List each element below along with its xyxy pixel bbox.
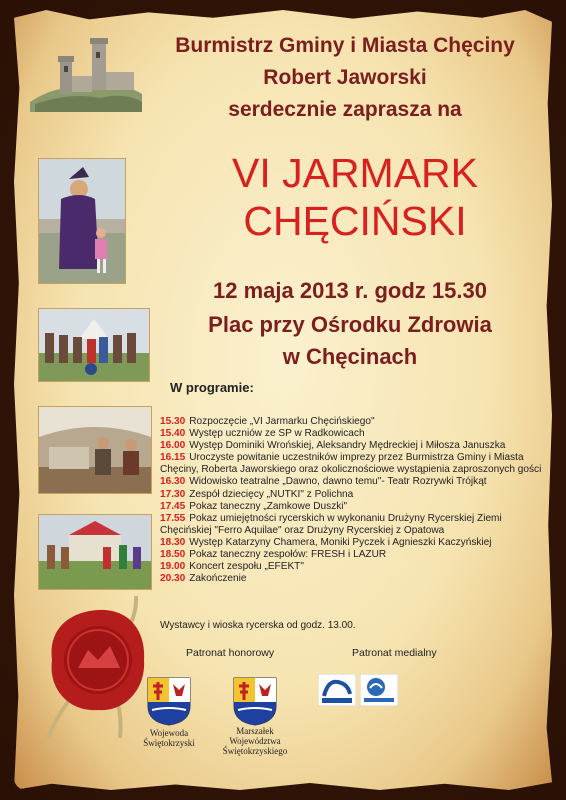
program-item <box>160 561 550 573</box>
marshal-crest-icon <box>232 676 278 726</box>
program-item <box>160 573 550 585</box>
marshal-caption <box>214 726 296 756</box>
program-list <box>160 416 550 585</box>
photo-costumed-figures <box>38 158 126 284</box>
program-item-text: Zakończenie <box>189 573 247 585</box>
voivode-crest-icon <box>146 676 192 726</box>
program-item <box>160 440 550 452</box>
castle-illustration <box>30 32 142 112</box>
event-place-line1: Plac przy Ośrodku Zdrowia <box>208 312 492 337</box>
program-item-time: 20.30 <box>160 573 186 585</box>
marshal-caption-line3: Świętokrzyskiego <box>222 746 288 756</box>
program-item-text: Zespół dziecięcy „NUTKI" z Polichna <box>189 488 354 500</box>
photo-knights-group <box>38 308 150 382</box>
program-item <box>160 489 550 501</box>
event-place-line2: w Chęcinach <box>282 344 418 369</box>
program-heading: W programie: <box>170 380 254 395</box>
invitation-text: serdecznie zaprasza na <box>228 98 462 121</box>
media-patronage-label: Patronat medialny <box>352 647 437 659</box>
program-item-time: 17.45 <box>160 500 186 512</box>
program-item-time: 18.30 <box>160 536 186 548</box>
exhibitors-note: Wystawcy i wioska rycerska od godz. 13.00. <box>160 620 356 631</box>
program-item <box>160 549 550 561</box>
program-item-text: Występ Katarzyny Chamera, Moniki Pyczek i Agnieszki Kaczyńskiej <box>189 536 492 548</box>
voivode-caption-line1: Wojewoda <box>149 728 189 738</box>
event-date: 12 maja 2013 r. godz 15.30 <box>213 278 487 303</box>
marshal-caption-line1: Marszałek <box>236 726 274 736</box>
program-item-time: 19.00 <box>160 561 186 573</box>
voivode-caption <box>130 728 208 748</box>
program-item-time: 16.00 <box>160 440 186 452</box>
program-item <box>160 513 550 537</box>
photo-medieval-tent <box>38 406 152 494</box>
event-title-line2: CHĘCIŃSKI <box>243 198 467 244</box>
program-item-time: 18.50 <box>160 549 186 561</box>
media-logo-2-icon <box>360 674 398 706</box>
program-item-text: Pokaz taneczny „Zamkowe Duszki" <box>189 500 348 512</box>
mayor-name: Robert Jaworski <box>263 66 427 89</box>
program-item <box>160 537 550 549</box>
program-item-time: 16.15 <box>160 452 186 464</box>
program-item <box>160 476 550 488</box>
program-item-time: 15.30 <box>160 416 186 427</box>
program-item <box>160 452 550 476</box>
program-item-text: Uroczyste powitanie uczestników imprezy przez Burmistrza Gminy i Miasta Chęciny, Roberta Jaworskiego oraz okolicznościowe wystąpienia zaproszonych gości <box>160 452 542 476</box>
program-item-time: 16.30 <box>160 476 186 488</box>
program-item <box>160 428 550 440</box>
program-item-text: Pokaz umiejętności rycerskich w wykonaniu Drużyny Rycerskiej Ziemi Chęcińskiej "Ferro Aquilae" oraz Drużyny Rycerskiej z Opatowa <box>160 512 502 536</box>
mayor-title: Burmistrz Gminy i Miasta Chęciny <box>175 34 515 57</box>
photo-knights-show <box>38 514 152 590</box>
program-item-time: 15.40 <box>160 428 186 440</box>
program-item-text: Widowisko teatralne „Dawno, dawno temu"- Teatr Rozrywki Trójkąt <box>189 476 487 488</box>
honorary-patronage-label: Patronat honorowy <box>186 647 275 659</box>
program-item-text: Koncert zespołu „EFEKT" <box>189 561 304 573</box>
media-logo-1-icon <box>318 674 356 706</box>
program-item-text: Pokaz taneczny zespołów: FRESH i LAZUR <box>189 549 387 561</box>
marshal-caption-line2: Województwa <box>229 736 281 746</box>
program-item-time: 17.55 <box>160 512 186 524</box>
event-title-line1: VI JARMARK <box>231 150 479 196</box>
program-item <box>160 416 550 428</box>
voivode-caption-line2: Świętokrzyski <box>143 738 195 748</box>
program-item-time: 17.30 <box>160 488 186 500</box>
program-item-text: Występ Dominiki Wrońskiej, Aleksandry Mędreckiej i Miłosza Januszka <box>189 440 506 452</box>
program-item-text: Występ uczniów ze SP w Radkowicach <box>189 428 365 440</box>
program-item-text: Rozpoczęcie „VI Jarmarku Chęcińskiego" <box>189 416 375 427</box>
program-item <box>160 501 550 513</box>
